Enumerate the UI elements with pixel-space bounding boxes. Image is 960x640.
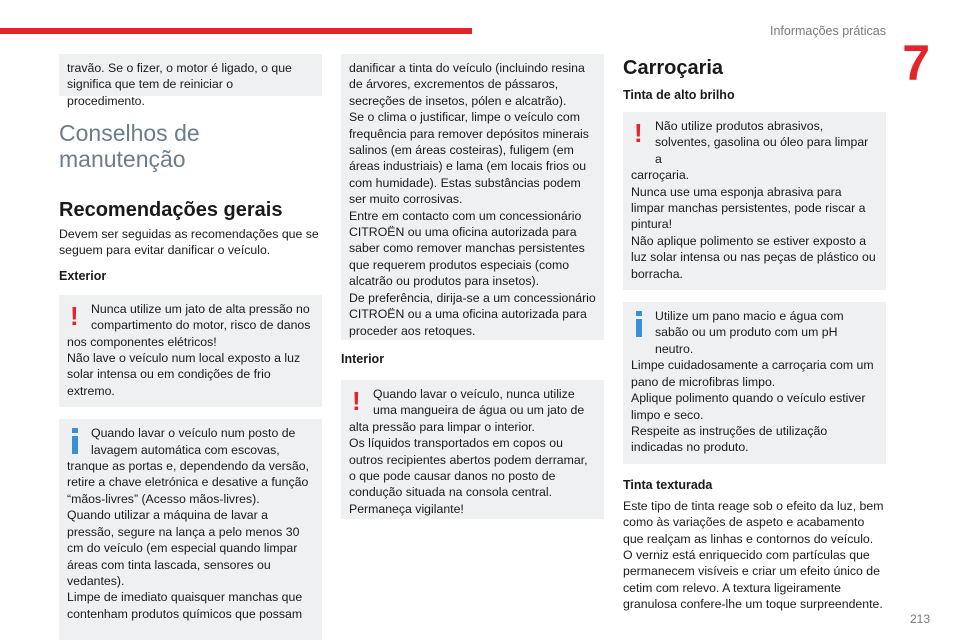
info-icon bbox=[636, 311, 642, 335]
warning-box-bodywork bbox=[623, 112, 886, 290]
info-text-line: tranque as portas e, dependendo da versão, retire a chave eletrónica e desative a função “mãos-livres” (Acesso mãos-livres). bbox=[67, 459, 310, 506]
column-1 bbox=[59, 54, 322, 640]
info-text-line: Aplique polimento quando o veículo estiver limpo e seco. bbox=[631, 391, 866, 422]
heading-general-recommendations: Recomendações gerais bbox=[59, 199, 283, 221]
paragraph-line: Este tipo de tinta reage sob o efeito da luz, bem como às variações de aspeto e acabamento que realçam as linhas e contornos do veículo. bbox=[623, 498, 884, 546]
subheading-textured-paint: Tinta texturada bbox=[623, 477, 713, 492]
continued-note-text: travão. Se o fizer, o motor é ligado, o que significa que tem de reiniciar o procedimento. bbox=[67, 61, 292, 108]
warning-text-first: Não utilize produtos abrasivos, solventes, gasolina ou óleo para limpar a bbox=[655, 119, 869, 166]
chapter-number: 7 bbox=[902, 35, 930, 91]
info-text-line: Limpe de imediato quaisquer manchas que contenham produtos químicos que possam bbox=[67, 590, 303, 621]
warning-text-line: Nunca use uma esponja abrasiva para limpar manchas persistentes, pode riscar a pintura! bbox=[631, 184, 866, 232]
subheading-high-gloss: Tinta de alto brilho bbox=[623, 88, 735, 102]
warning-text-line: alta pressão para limpar o interior. bbox=[349, 419, 535, 434]
warning-text-line: Não aplique polimento se estiver exposto a luz solar intensa ou nas peças de plástico ou borracha. bbox=[631, 233, 876, 281]
info-text-first: Utilize um pano macio e água com sabão ou um produto com um pH neutro. bbox=[655, 309, 844, 356]
continued-info-box bbox=[341, 54, 604, 340]
warning-text-line: Permaneça vigilante! bbox=[349, 501, 464, 516]
heading-bodywork: Carroçaria bbox=[623, 57, 724, 79]
warning-text-first: Nunca utilize um jato de alta pressão no compartimento do motor, risco de danos bbox=[91, 301, 311, 333]
page-number: 213 bbox=[909, 612, 930, 626]
warning-exclamation-icon: ! bbox=[352, 386, 361, 416]
header-title: Informações práticas bbox=[769, 24, 886, 38]
warning-exclamation-icon: ! bbox=[634, 118, 643, 148]
textured-paint-paragraph bbox=[623, 498, 886, 613]
info-text-line: Respeite as instruções de utilização indicadas no produto. bbox=[631, 423, 828, 455]
warning-exclamation-icon: ! bbox=[70, 300, 79, 331]
header-accent-bar bbox=[0, 28, 472, 34]
subheading-exterior: Exterior bbox=[59, 268, 107, 283]
section-title-line-2: manutenção bbox=[59, 146, 186, 172]
info-box-washing bbox=[59, 419, 322, 640]
warning-text-line: nos componentes elétricos! bbox=[67, 334, 217, 349]
section-title bbox=[59, 120, 322, 172]
warning-text-line: Os líquidos transportados em copos ou outros recipientes abertos podem derramar, o que pode causar danos no posto de condução situada na consola central. bbox=[349, 436, 588, 500]
intro-paragraph: Devem ser seguidas as recomendações que se seguem para evitar danificar o veículo. bbox=[59, 227, 319, 258]
info-continued-line: Entre em contacto com um concessionário CITROËN ou uma oficina autorizada para saber como remover manchas persistentes que requerem produtos especiais (como alcatrão ou produtos para insetos). bbox=[349, 208, 585, 289]
info-continued-line: danificar a tinta do veículo (incluindo resina de árvores, excrementos de pássaros, secreções de insetos, pólen e alcatrão). bbox=[349, 61, 585, 108]
paragraph-line: O verniz está enriquecido com partículas que permanecem visíveis e criar um efeito único de cetim com relevo. A textura ligeiramente granulosa confere-lhe um toque surpreendente. bbox=[623, 547, 883, 612]
info-continued-line: De preferência, dirija-se a um concessionário CITROËN ou a uma oficina autorizada para proceder aos retoques. bbox=[349, 290, 596, 338]
warning-box-interior bbox=[341, 380, 604, 519]
column-2 bbox=[341, 54, 604, 519]
warning-text-line: Não lave o veículo num local exposto a luz solar intensa ou em condições de frio extremo. bbox=[67, 351, 301, 398]
warning-box-exterior bbox=[59, 295, 322, 407]
info-icon bbox=[72, 428, 78, 452]
continued-note-box bbox=[59, 54, 322, 108]
warning-text-first: Quando lavar o veículo, nunca utilize uma mangueira de água ou um jato de bbox=[373, 387, 585, 418]
warning-text-line: carroçaria. bbox=[631, 168, 690, 183]
info-box-bodywork bbox=[623, 302, 886, 464]
column-3 bbox=[623, 54, 886, 613]
info-text-line: Quando utilizar a máquina de lavar a pressão, segure na lança a pelo menos 30 cm do veículo (em especial quando limpar áreas com tinta lascada, sensores ou vedantes). bbox=[67, 508, 300, 588]
section-title-line-1: Conselhos de bbox=[59, 120, 200, 146]
info-continued-line: Se o clima o justificar, limpe o veículo com frequência para remover depósitos minerais salinos (em áreas costeiras), fuligem (em áreas industriais) e lama (em locais frios ou com humidade). Estas substâncias podem ser muito corrosivas. bbox=[349, 110, 589, 207]
info-text-first: Quando lavar o veículo num posto de lavagem automática com escovas, bbox=[91, 426, 296, 457]
subheading-interior: Interior bbox=[341, 352, 385, 366]
info-text-line: Limpe cuidadosamente a carroçaria com um pano de microfibras limpo. bbox=[631, 358, 874, 389]
